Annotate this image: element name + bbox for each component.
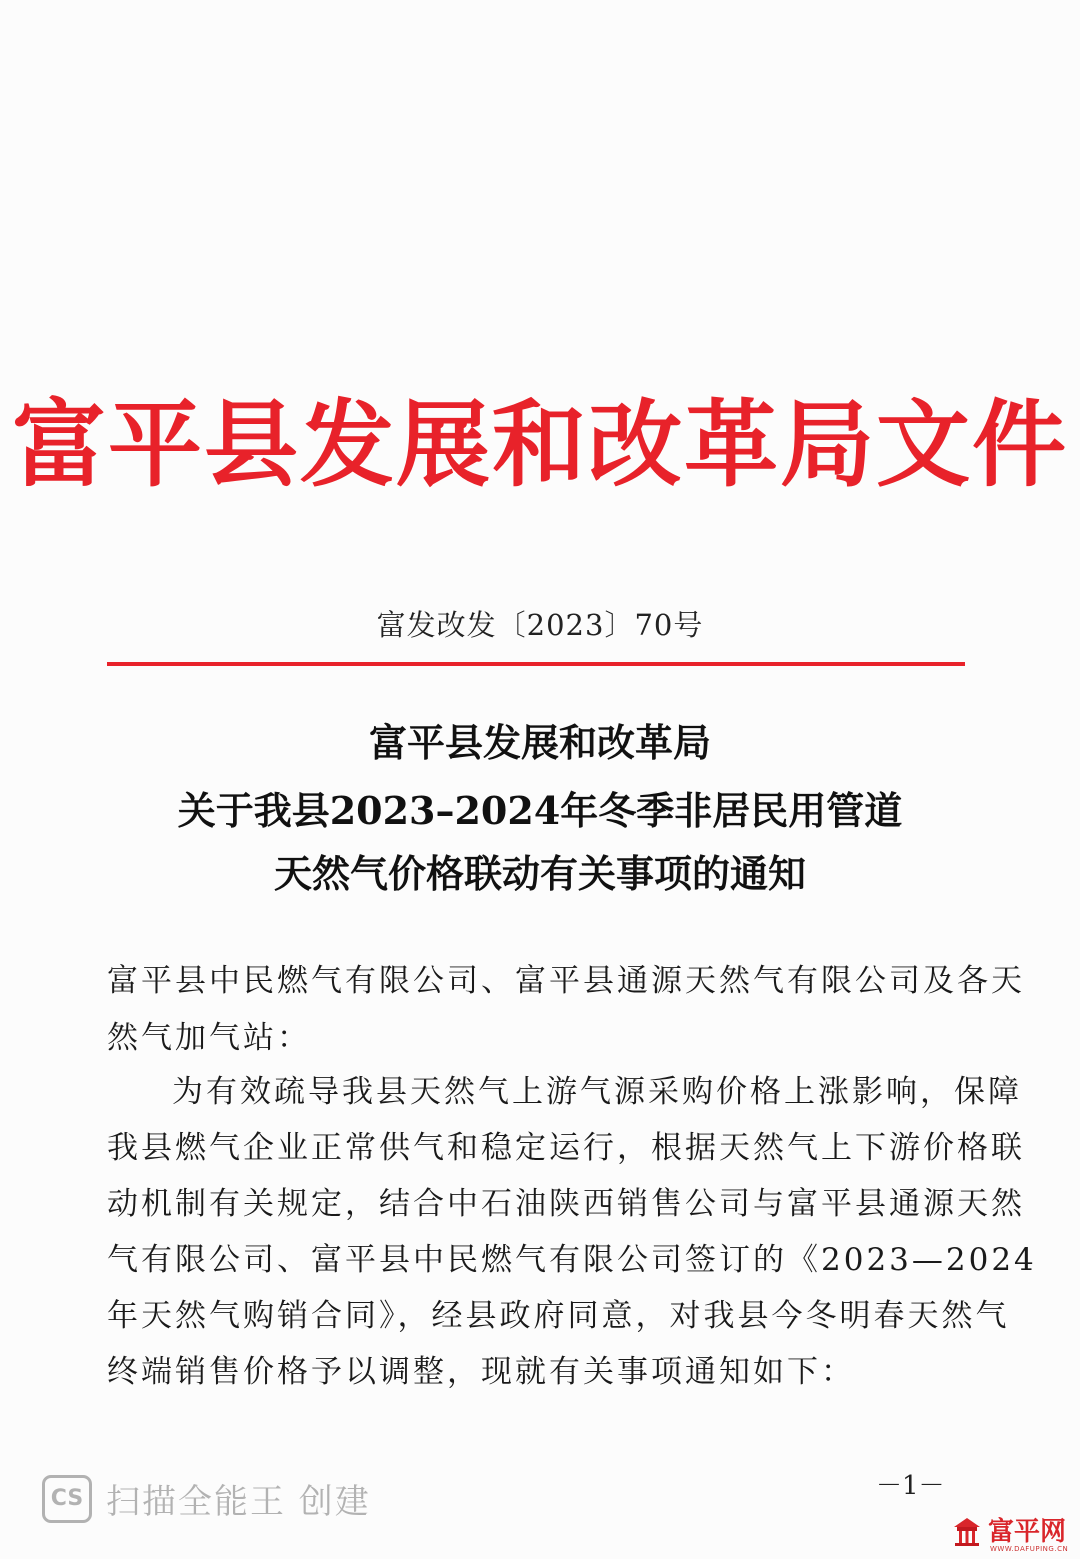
scanner-watermark <box>42 1474 371 1523</box>
notice-title-line-3: 天然气价格联动有关事项的通知 <box>273 851 806 896</box>
recipients-line-2: 然气加气站： <box>107 1020 311 1056</box>
red-divider-line <box>107 662 965 666</box>
camscanner-logo-icon: CS <box>42 1475 92 1523</box>
body-paragraph-line: 年天然气购销合同》，经县政府同意，对我县今冬明春天然气 <box>107 1298 1010 1334</box>
recipients-line-1: 富平县中民燃气有限公司、富平县通源天然气有限公司及各天 <box>107 963 1025 999</box>
body-paragraph-line: 动机制有关规定，结合中石油陕西销售公司与富平县通源天然 <box>107 1186 1025 1222</box>
notice-title-line-2: 关于我县2023–2024年冬季非居民用管道 <box>177 788 903 833</box>
site-logo-text: 富平网 <box>988 1517 1067 1547</box>
body-paragraph-line: 终端销售价格予以调整，现就有关事项通知如下： <box>107 1354 855 1390</box>
body-paragraph-line: 气有限公司、富平县中民燃气有限公司签订的《2023—2024 <box>107 1242 1037 1278</box>
notice-title-line-1: 富平县发展和改革局 <box>368 720 711 765</box>
building-logo-icon <box>950 1515 984 1549</box>
site-logo-url: WWW.DAFUPING.CN <box>990 1545 1069 1553</box>
scanner-watermark-text: 扫描全能王 创建 <box>106 1482 371 1522</box>
page-number: －1－ <box>876 1471 945 1501</box>
body-paragraph-line: 我县燃气企业正常供气和稳定运行，根据天然气上下游价格联 <box>107 1130 1025 1166</box>
body-paragraph-line: 为有效疏导我县天然气上游气源采购价格上涨影响，保障 <box>172 1074 1022 1110</box>
site-logo <box>950 1515 1066 1549</box>
document-number: 富发改发〔2023〕70号 <box>376 608 704 642</box>
agency-header-title: 富平县发展和改革局文件 <box>11 390 1068 500</box>
